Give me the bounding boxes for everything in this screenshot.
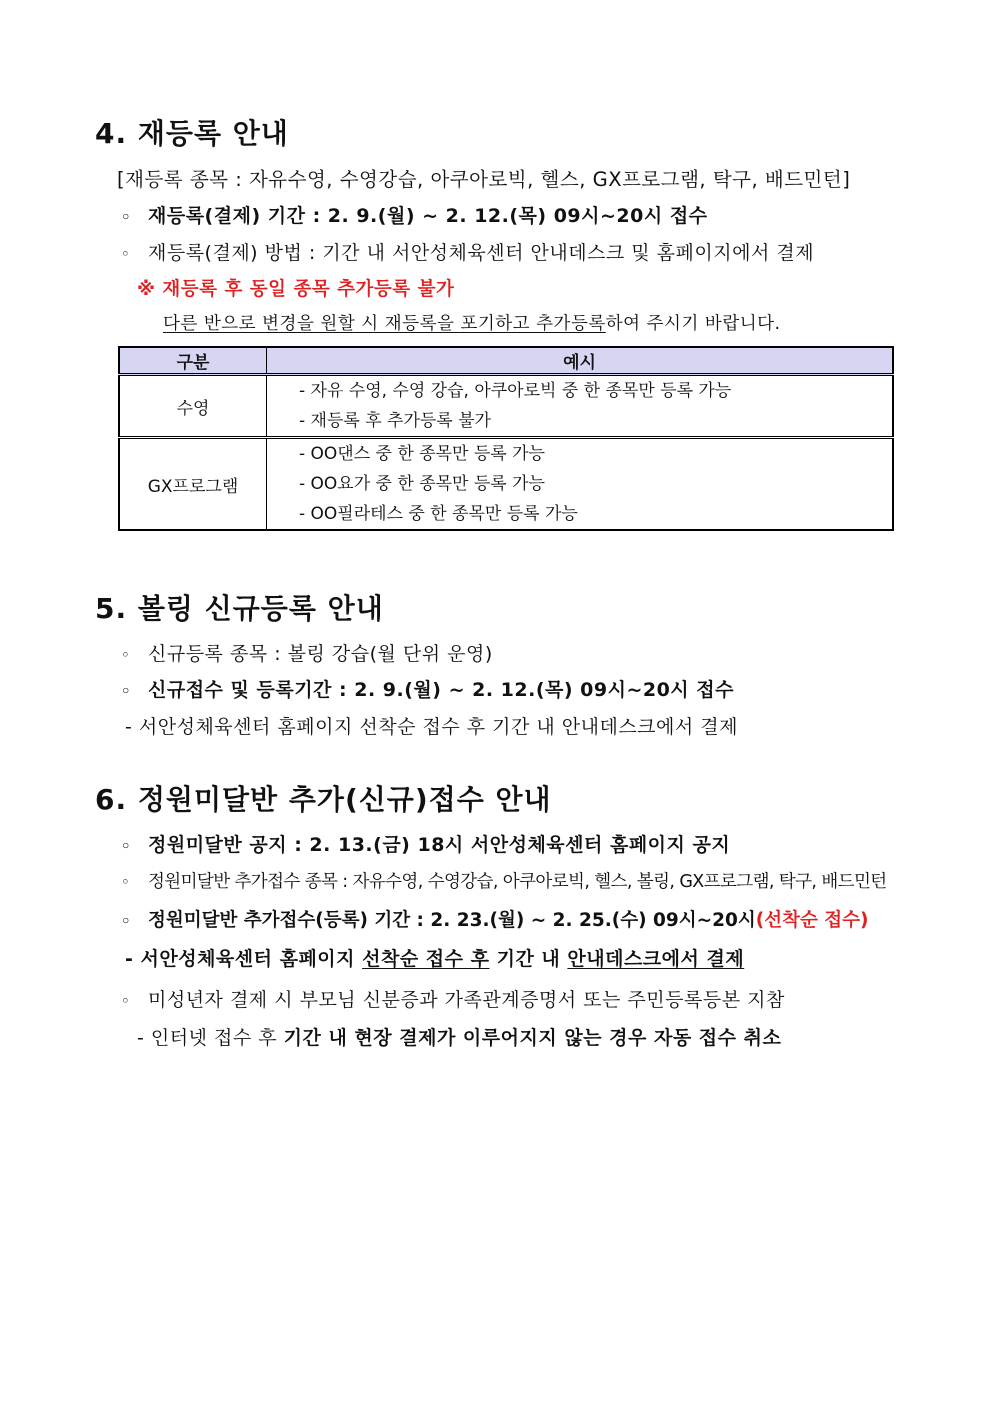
section6-detail-underlined: 선착순 접수 후: [362, 948, 490, 970]
section6-items-text: 정원미달반 추가접수 종목 : 자유수영, 수영강습, 아쿠아로빅, 헬스, 볼링, GX프로그램, 탁구, 배드민턴: [148, 872, 887, 892]
table-cell-category: GX프로그램: [119, 438, 267, 531]
section4-warning: ※ 재등록 후 동일 종목 추가등록 불가: [137, 279, 455, 300]
section6-period-text: 정원미달반 추가접수(등록) 기간 : 2. 23.(월) ~ 2. 25.(수) 09시~20시: [148, 910, 756, 931]
section5-period-text: 신규접수 및 등록기간 : 2. 9.(월) ~ 2. 12.(목) 09시~20시 접수: [148, 679, 734, 701]
section6-detail-part: 기간 내: [489, 948, 568, 970]
registration-example-table: [118, 346, 894, 531]
table-row: [119, 438, 893, 531]
section5-title: 5. 볼링 신규등록 안내: [95, 592, 384, 625]
section6-detail-underlined: 안내데스크에서 결제: [567, 948, 745, 970]
section4-note: [163, 310, 781, 335]
example-line: - 재등록 후 추가등록 불가: [299, 411, 491, 431]
table-header-example: 예시: [267, 347, 894, 375]
section6-cancel-bold: 기간 내 현장 결제가 이루어지지 않는 경우 자동 접수 취소: [283, 1027, 782, 1049]
section4-method: [121, 238, 814, 265]
bullet: ◦: [121, 245, 131, 263]
section6-detail: [125, 944, 744, 971]
section6-notice: [121, 830, 730, 857]
table-cell-category: 수영: [119, 375, 267, 438]
bullet: ◦: [121, 208, 132, 226]
section6-cancel-part: - 인터넷 접수 후: [137, 1027, 284, 1049]
section6-cancel: [137, 1023, 781, 1050]
section4-note-rest: 하여 주시기 바랍니다.: [605, 314, 781, 334]
section5-items: [121, 639, 493, 666]
section4-period: [121, 201, 708, 228]
section6-items: [121, 868, 887, 893]
section4-period-text: 재등록(결제) 기간 : 2. 9.(월) ~ 2. 12.(목) 09시~20시 접수: [148, 205, 708, 227]
table-cell-examples: [267, 438, 894, 531]
section4-title: 4. 재등록 안내: [95, 117, 289, 150]
section6-minor-text: 미성년자 결제 시 부모님 신분증과 가족관계증명서 또는 주민등록등본 지참: [148, 989, 785, 1011]
example-line: - 자유 수영, 수영 강습, 아쿠아로빅 중 한 종목만 등록 가능: [299, 381, 732, 401]
table-header-category: 구분: [119, 347, 267, 375]
example-line: - OO요가 중 한 종목만 등록 가능: [299, 474, 545, 494]
section6-period-red: (선착순 접수): [755, 910, 869, 931]
bullet: ◦: [121, 646, 131, 664]
section4-method-text: 재등록(결제) 방법 : 기간 내 서안성체육센터 안내데스크 및 홈페이지에서 결제: [148, 242, 815, 264]
section4-note-underlined: 다른 반으로 변경을 원할 시 재등록을 포기하고 추가등록: [163, 314, 606, 334]
table-cell-examples: [267, 375, 894, 438]
section6-notice-text: 정원미달반 공지 : 2. 13.(금) 18시 서안성체육센터 홈페이지 공지: [148, 834, 731, 856]
section5-period: [121, 675, 734, 702]
section5-items-text: 신규등록 종목 : 볼링 강습(월 단위 운영): [148, 643, 493, 665]
section6-minor: [121, 985, 785, 1012]
section4-items: [재등록 종목 : 자유수영, 수영강습, 아쿠아로빅, 헬스, GX프로그램, 탁구, 배드민턴]: [117, 168, 851, 191]
bullet: ◦: [121, 992, 131, 1010]
bullet: ◦: [121, 682, 132, 700]
bullet: ◦: [121, 837, 132, 855]
section6-title: 6. 정원미달반 추가(신규)접수 안내: [95, 783, 552, 816]
bullet: ◦: [121, 912, 131, 930]
table-row: [119, 375, 893, 438]
example-line: - OO필라테스 중 한 종목만 등록 가능: [299, 504, 578, 524]
section5-detail: - 서안성체육센터 홈페이지 선착순 접수 후 기간 내 안내데스크에서 결제: [125, 716, 738, 738]
section6-detail-part: - 서안성체육센터 홈페이지: [125, 948, 363, 970]
example-line: - OO댄스 중 한 종목만 등록 가능: [299, 444, 545, 464]
section6-period: [121, 906, 868, 932]
bullet: ◦: [121, 873, 130, 891]
